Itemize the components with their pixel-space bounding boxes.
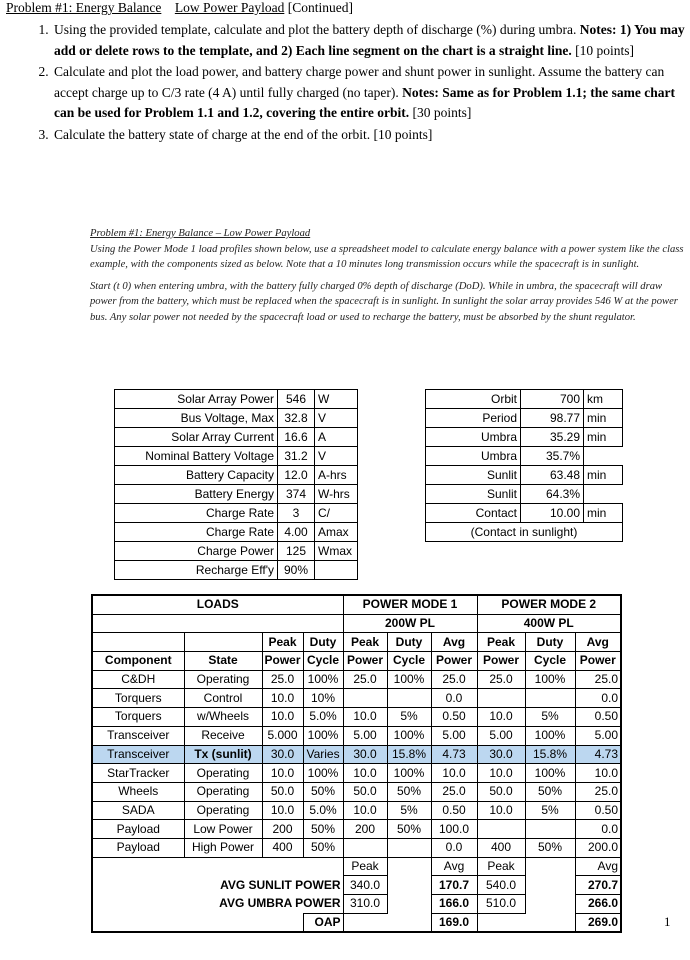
intro-paragraph: Start (t 0) when entering umbra, with the battery fully charged 0% depth of discharge (DoD). While in umbra, the spacecraft will draw power from the battery, which must be replaced when the spacecraft is in sunlight. In sunlight the solar array provides 546 W at the power bus. Any solar power not needed by the spacecraft load or used to recharge the battery, must be absorbed by the shunt regulator.	[90, 280, 678, 323]
sunlit-label: AVG SUNLIT POWER	[220, 877, 341, 892]
load-row: Torquers Control 10.0 10% 0.0 0.0	[92, 689, 621, 708]
param-row: Solar Array Current 16.6 A	[115, 428, 358, 447]
intro-paragraph: Using the Power Mode 1 load profiles shown below, use a spreadsheet model to calculate energy balance with a power system like the class example, with the components sized as below. Note that a 10 minutes long transmission occurs while the spacecraft is in sunlight.	[90, 243, 684, 270]
orbit-row: Period 98.77 min	[426, 409, 623, 428]
load-row: StarTracker Operating 10.0 100% 10.0 100% 10.0 10.0 100% 10.0	[92, 764, 621, 783]
param-row: Recharge Eff'y 90%	[115, 561, 358, 580]
orbit-table	[425, 389, 623, 542]
load-row: Transceiver Receive 5.000 100% 5.00 100% 5.00 5.00 100% 5.00	[92, 726, 621, 745]
header-title: Problem #1: Energy Balance	[6, 0, 162, 15]
load-row: Wheels Operating 50.0 50% 50.0 50% 25.0 50.0 50% 25.0	[92, 782, 621, 801]
param-row: Bus Voltage, Max 32.8 V	[115, 409, 358, 428]
problem-intro	[90, 226, 685, 331]
orbit-row: Contact 10.00 min	[426, 504, 623, 523]
question-list	[0, 20, 690, 146]
mode2-subheader: 400W PL	[477, 614, 621, 633]
oap-label: OAP	[303, 913, 343, 932]
load-row: C&DH Operating 25.0 100% 25.0 100% 25.0 25.0 100% 25.0	[92, 670, 621, 689]
question-item: 2. Calculate and plot the load power, and battery charge power and shunt power in sunlight. Assume the battery can accept charge up to C/3 rate (4 A) until fully charged (no taper). Notes: Same as for Problem 1.1; the same chart can be used for Problem 1.1 and 1.2, covering the entire orbit. [30 points]	[52, 62, 690, 124]
load-row: Payload High Power 400 50% 0.0 400 50% 200.0	[92, 838, 621, 857]
param-row: Charge Rate 3 C/	[115, 504, 358, 523]
orbit-row: Umbra 35.29 min	[426, 428, 623, 447]
load-row: Payload Low Power 200 50% 200 50% 100.0 0.0	[92, 820, 621, 839]
param-row: Nominal Battery Voltage 31.2 V	[115, 447, 358, 466]
orbit-row: Orbit 700 km	[426, 390, 623, 409]
page-header	[6, 0, 353, 16]
orbit-note: (Contact in sunlight)	[426, 523, 623, 542]
param-row: Charge Rate 4.00 Amax	[115, 523, 358, 542]
orbit-row: Umbra 35.7%	[426, 447, 623, 466]
mode1-header: POWER MODE 1	[343, 595, 477, 614]
param-row: Battery Capacity 12.0 A-hrs	[115, 466, 358, 485]
page-number: 1	[664, 914, 671, 929]
loads-header: LOADS	[92, 595, 343, 614]
header-continued: [Continued]	[287, 0, 353, 15]
header-subtitle: Low Power Payload	[174, 0, 285, 15]
question-item: 3. Calculate the battery state of charge at the end of the orbit. [10 points]	[52, 125, 690, 146]
question-item: 1. Using the provided template, calculate and plot the battery depth of discharge (%) during umbra. Notes: 1) You may add or delete rows to the template, and 2) Each line segment on the chart is a straight line. [10 points]	[52, 20, 690, 61]
load-row: Transceiver Tx (sunlit) 30.0 Varies 30.0 15.8% 4.73 30.0 15.8% 4.73	[92, 745, 621, 764]
mode2-header: POWER MODE 2	[477, 595, 621, 614]
load-row: SADA Operating 10.0 5.0% 10.0 5% 0.50 10.0 5% 0.50	[92, 801, 621, 820]
loads-table: LOADS POWER MODE 1 POWER MODE 2 200W PL 400W PL Peak Duty Peak Duty Avg Peak Duty Avg Component State Power Cycle Power Cycle Power Power Cycle Power C&DH Operating 25.0 100% 25.0 100% 25.0 25.0 100% 25.0 Torquers Control 10.0 10% 0.0 0.0 Torquers w/Wheels 10.0 5.0% 10.0 5% 0.50 10.0 5% 0.50 Transceiver Receive 5.000 100% 5.00 100% 5.00 5.00 100% 5.00 Transceiver Tx (sunlit) 30.0 Varies 30.0 15.8% 4.73 30.0 15.8% 4.73 StarTracker Operating 10.0 100% 10.0 100% 10.0 10.0 100% 10.0 Wheels Operating 50.0 50% 50.0 50% 25.0 50.0 50% 25.0 SADA Operating 10.0 5.0% 10.0 5% 0.50 10.0 5% 0.50 Payload Low Power 200 50% 200 50% 100.0 0.0 Payload High Power 400 50% 0.0 400 50% 200.0 Peak Avg Peak Avg AVG SUNLIT POWER 340.0 170.7 540.0 270.7 AVG UMBRA POWER 310.0 166.0 510.0 266.0 OAP 169.0 269.0	[91, 594, 622, 933]
intro-title: Problem #1: Energy Balance – Low Power Payload	[90, 228, 311, 239]
orbit-row: Sunlit 63.48 min	[426, 466, 623, 485]
mode1-subheader: 200W PL	[343, 614, 477, 633]
parameters-table	[114, 389, 358, 580]
param-row: Charge Power 125 Wmax	[115, 542, 358, 561]
orbit-row: Sunlit 64.3%	[426, 485, 623, 504]
param-row: Solar Array Power 546 W	[115, 390, 358, 409]
param-row: Battery Energy 374 W-hrs	[115, 485, 358, 504]
load-row: Torquers w/Wheels 10.0 5.0% 10.0 5% 0.50 10.0 5% 0.50	[92, 708, 621, 727]
umbra-label: AVG UMBRA POWER	[219, 896, 341, 911]
